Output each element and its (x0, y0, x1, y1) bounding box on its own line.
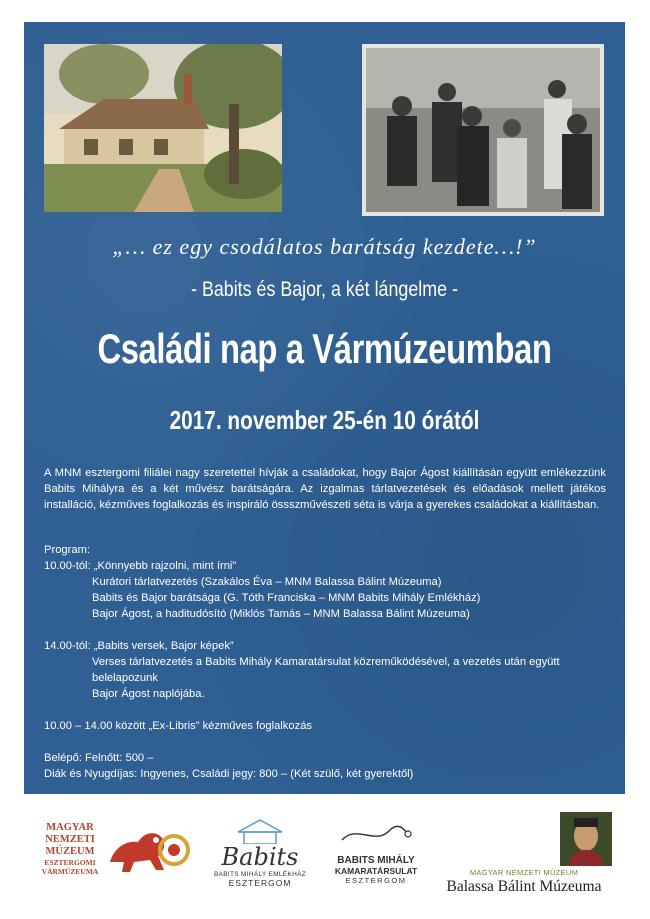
event-date: 2017. november 25-én 10 órától (169, 405, 480, 435)
program-item: Babits és Bajor barátsága (G. Tóth Franciska – MNM Babits Mihály Emlékház) (92, 592, 481, 604)
program-item: Bajor Ágost naplójába. (92, 688, 205, 700)
lion-emblem-icon (104, 818, 190, 885)
program-section (44, 542, 606, 782)
program-item: Bajor Ágost, a haditudósító (Miklós Tamás – MNM Balassa Bálint Múzeuma) (92, 608, 470, 620)
mnm-esztergom-logo-text: MAGYAR NEMZETI MÚZEUM ESZTERGOMI VÁRMÚZEUMA (41, 822, 99, 876)
quote-line: „… ez egy csodálatos barátság kezdete…!” (112, 234, 537, 259)
program-block-2-head: 14.00-tól: „Babits versek, Bajor képek” (44, 640, 234, 652)
program-label: Program: (44, 544, 91, 556)
portrait-icon (560, 812, 612, 866)
house-outline-icon (230, 818, 290, 844)
sponsor-logos (0, 800, 650, 919)
babits-company-logo: BABITS MIHÁLY KAMARATÁRSULAT ESZTERGOM (326, 818, 426, 885)
page-title: Családi nap a Vármúzeumban (97, 325, 552, 372)
ribbon-swirl-icon (336, 818, 416, 848)
subtitle: - Babits és Bajor, a két lángelme - (191, 278, 458, 301)
historic-group-photo (362, 44, 604, 216)
program-block-3: 10.00 – 14.00 között „Ex-Libris” kézműves foglalkozás (44, 720, 313, 732)
program-block-1-head: 10.00-tól: „Könnyebb rajzolni, mint írni” (44, 560, 237, 572)
intro-paragraph: A MNM esztergomi filiálei nagy szeretettel hívják a családokat, hogy Bajor Ágost kiállításán együtt emlékezzünk Babits Mihályra és a két művész barátságára. Az izgalmas tárlatvezetések és előadások mellett játékos installáció, kézműves foglalkozás és inspiráló össszművészeti séta is várja a gyerekes családokat a kiállításban. (44, 467, 606, 511)
babits-memorial-logo: Babits BABITS MIHÁLY EMLÉKHÁZ ESZTERGOM (210, 818, 310, 888)
watercolor-house-painting (44, 44, 282, 212)
balassa-balint-museum-logo: MAGYAR NEMZETI MÚZEUM Balassa Bálint Múzeuma (424, 812, 624, 896)
fee-line-2: Diák és Nyugdíjas: Ingyenes, Családi jegy: 800 – (Két szülő, két gyerektől) (44, 768, 414, 780)
program-item: Kurátori tárlatvezetés (Szakálos Éva – MNM Balassa Bálint Múzeuma) (92, 576, 442, 588)
program-item: Verses tárlatvezetés a Babits Mihály Kamaratársulat közreműködésével, a vezetés után együtt belelapozunk (92, 656, 560, 684)
poster-panel (24, 22, 625, 794)
fee-line-1: Belépő: Felnőtt: 500 – (44, 752, 154, 764)
